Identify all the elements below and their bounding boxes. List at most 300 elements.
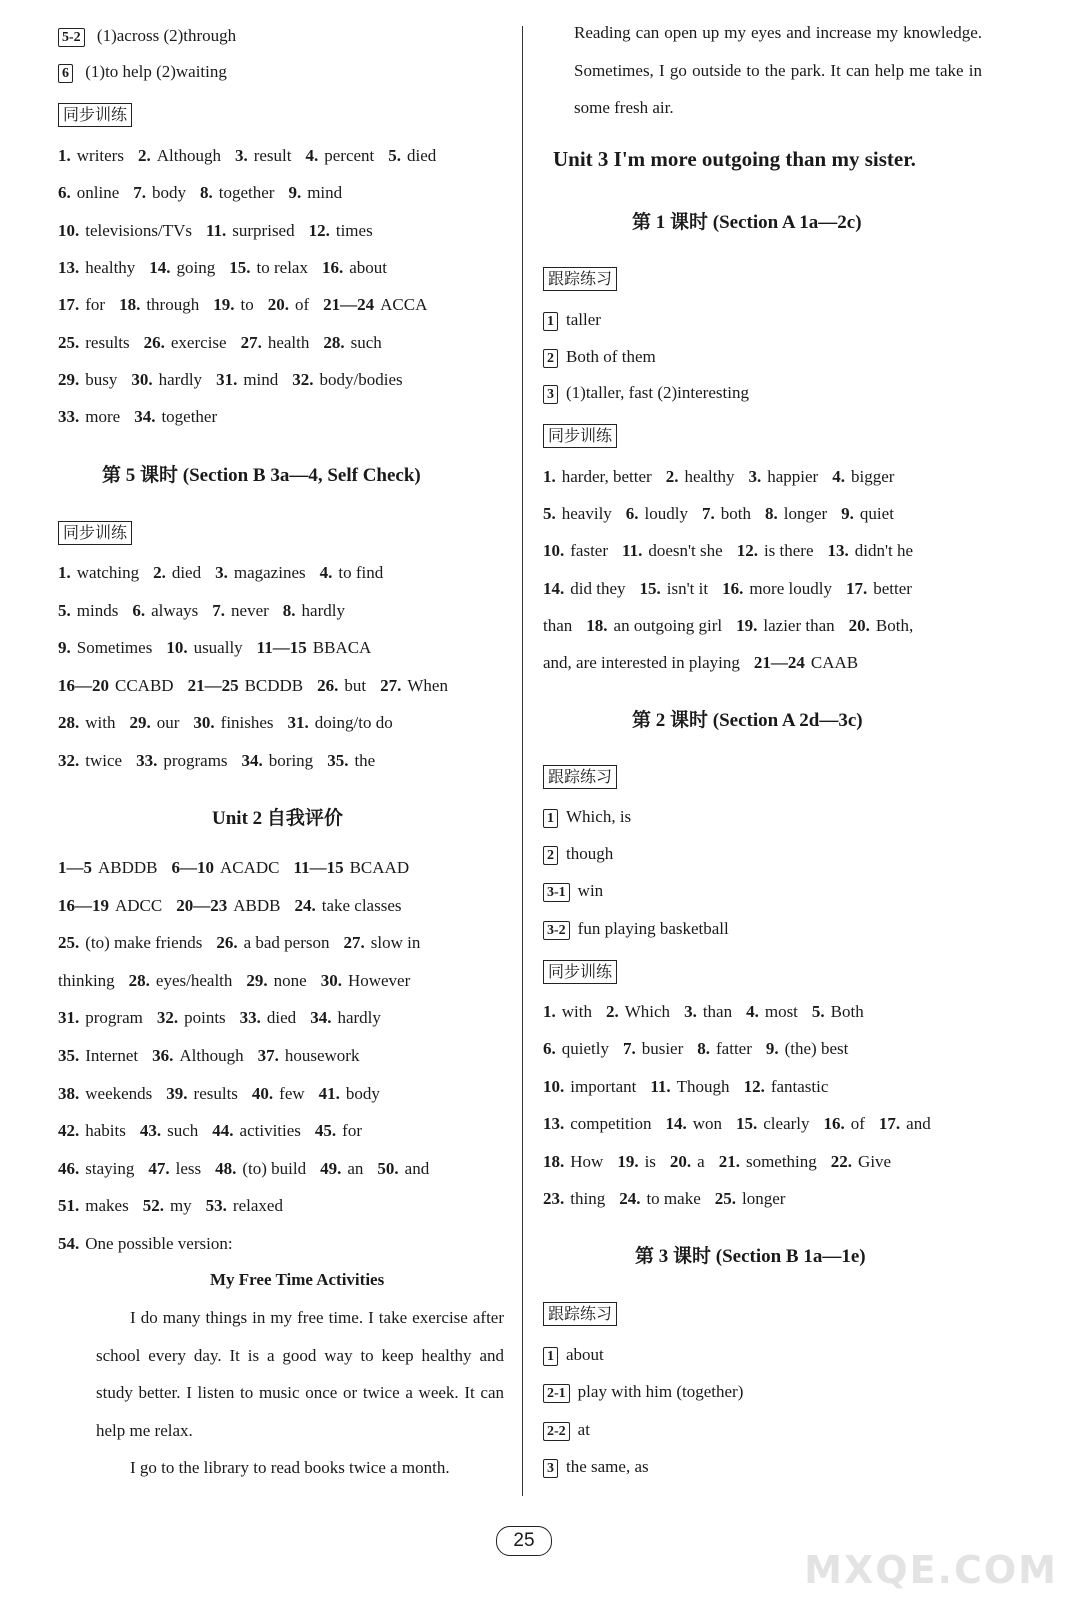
- answer-row: [58, 1084, 394, 1104]
- answer-item: [323, 295, 427, 314]
- answer-row: [543, 1002, 878, 1022]
- answer-number: 12.: [308, 220, 330, 240]
- answer-text: twice: [85, 750, 123, 770]
- answer-number: 29.: [129, 713, 151, 732]
- answer-number: 12.: [736, 541, 758, 561]
- answer-number: 30.: [131, 369, 153, 389]
- item-badge: 3-2: [543, 921, 570, 940]
- answer-number: 2.: [153, 563, 166, 582]
- answer-item: [841, 504, 894, 523]
- answer-text: with: [561, 1002, 592, 1021]
- answer-item: [215, 563, 306, 582]
- answer-item: [157, 1008, 226, 1027]
- answer-number: 1.: [58, 563, 71, 582]
- answer-number: 19.: [213, 295, 235, 315]
- answer-item: [58, 1008, 143, 1027]
- answer-item: [133, 183, 186, 202]
- answer-item: [323, 333, 381, 352]
- answer-text: eyes/health: [155, 970, 233, 990]
- answer-number: 33.: [58, 407, 80, 427]
- answer-text: fatter: [716, 1039, 752, 1059]
- answer-text: such: [350, 332, 382, 352]
- answer-text: CCABD: [115, 675, 174, 695]
- answer-item: [666, 467, 735, 486]
- answer-number: 13.: [543, 1114, 565, 1134]
- answer-text: most: [764, 1002, 798, 1021]
- item-badge: 6: [58, 64, 73, 83]
- answer-number: 38.: [58, 1083, 80, 1103]
- answer-text: of: [850, 1114, 865, 1134]
- answer-item: [58, 601, 118, 620]
- answer-number: 12.: [743, 1076, 765, 1096]
- answer-item: [319, 1084, 380, 1103]
- answer-text: an: [347, 1158, 364, 1178]
- answer-item: [152, 1046, 243, 1065]
- answer-number: 11.: [622, 541, 643, 561]
- answer-item: [722, 579, 832, 598]
- answer-text: of: [294, 295, 310, 315]
- item-badge: 2: [543, 349, 558, 368]
- answer-item: [543, 1039, 609, 1058]
- answer-number: 22.: [830, 1151, 853, 1171]
- answer-text: Although: [156, 146, 221, 165]
- answer-number: 26.: [216, 933, 238, 953]
- answer-text: few: [279, 1083, 305, 1103]
- answer-text: televisions/TVs: [85, 220, 192, 240]
- answer-row: [543, 1077, 842, 1097]
- answer-item: [268, 295, 309, 314]
- answer-text: always: [151, 600, 199, 620]
- answer-text: hardly: [158, 369, 203, 389]
- answer-number: 20.: [267, 295, 289, 315]
- answer-text: such: [167, 1121, 199, 1141]
- answer-row: [543, 347, 656, 368]
- answer-number: 2.: [605, 1002, 619, 1021]
- answer-item: [543, 1077, 636, 1096]
- answer-text: win: [577, 881, 604, 901]
- practice-label: 同步训练: [58, 521, 132, 545]
- essay-paragraph: I do many things in my free time. I take exercise after school every day. It is a good way to keep healthy and study better. I listen to music once or twice a week. It can help me relax.: [96, 1308, 504, 1440]
- answer-text: to: [240, 295, 254, 315]
- answer-item: [320, 563, 384, 582]
- answer-text: activities: [239, 1121, 301, 1141]
- answer-item: [138, 146, 221, 165]
- answer-number: 16.: [823, 1114, 845, 1134]
- answer-number: 7.: [702, 504, 715, 524]
- answer-row: [543, 881, 603, 902]
- answer-text: body/bodies: [319, 369, 403, 389]
- answer-number: 16.: [321, 257, 344, 277]
- answer-row: [58, 1121, 376, 1141]
- answer-number: 25.: [58, 332, 80, 352]
- answer-number: 52.: [142, 1196, 164, 1216]
- answer-text: (1)across (2)through: [96, 26, 237, 45]
- lesson-title: 第 1 课时 (Section A 1a—2c): [632, 212, 862, 233]
- answer-text: harder, better: [561, 467, 652, 486]
- answer-text: going: [176, 257, 216, 277]
- answer-number: 5.: [811, 1002, 825, 1021]
- answer-row: [543, 504, 908, 524]
- answer-text: (1)to help (2)waiting: [85, 62, 227, 81]
- answer-row: [543, 1382, 743, 1403]
- lesson-title: 第 2 课时 (Section A 2d—3c): [632, 710, 863, 731]
- answer-number: 50.: [377, 1158, 399, 1178]
- answer-item: [172, 858, 280, 877]
- answer-item: [543, 579, 626, 598]
- answer-text: exercise: [170, 332, 227, 352]
- answer-text: staying: [85, 1158, 135, 1178]
- answer-item: [58, 407, 120, 426]
- answer-item: [235, 146, 292, 165]
- answer-item: [543, 504, 612, 523]
- item-badge: 3: [543, 385, 558, 404]
- answer-number: 21—24: [323, 295, 375, 315]
- answer-item: [828, 541, 914, 560]
- answer-text: slow in: [370, 933, 421, 953]
- item-badge: 3-1: [543, 883, 570, 902]
- answer-text: Give: [858, 1151, 892, 1171]
- answer-text: important: [570, 1076, 637, 1096]
- answer-item: [200, 183, 274, 202]
- answer-text: health: [267, 332, 310, 352]
- answer-item: [606, 1002, 670, 1021]
- answer-number: 10.: [166, 638, 188, 657]
- answer-item: [670, 1152, 705, 1171]
- answer-item: [131, 370, 202, 389]
- answer-number: 25.: [58, 933, 80, 953]
- answer-row: [58, 971, 424, 991]
- answer-text: BCAAD: [349, 858, 410, 877]
- answer-text: When: [407, 675, 448, 695]
- answer-text: heavily: [561, 504, 612, 524]
- answer-number: 10.: [543, 541, 565, 561]
- answer-item: [129, 971, 233, 990]
- answer-item: [134, 407, 217, 426]
- answer-text: my: [169, 1196, 192, 1216]
- answer-number: 40.: [251, 1083, 274, 1103]
- answer-item: [831, 1152, 891, 1171]
- answer-number: 48.: [215, 1158, 237, 1178]
- answer-text: CAAB: [810, 653, 859, 672]
- answer-row: [543, 616, 927, 636]
- answer-number: 6.: [132, 600, 146, 620]
- answer-number: 27.: [343, 933, 365, 953]
- lesson-title: 第 3 课时 (Section B 1a—1e): [635, 1246, 866, 1267]
- answer-row: [543, 579, 926, 599]
- answer-number: 32.: [58, 750, 80, 770]
- answer-number: 49.: [320, 1158, 342, 1178]
- answer-item: [140, 1121, 198, 1140]
- answer-number: 9.: [765, 1039, 779, 1059]
- answer-text: never: [231, 600, 269, 620]
- answer-item: [58, 183, 119, 202]
- practice-label: 同步训练: [543, 424, 617, 448]
- answer-item: [58, 221, 192, 240]
- answer-text: magazines: [233, 563, 306, 582]
- answer-number: 32.: [156, 1008, 179, 1028]
- answer-item: [58, 333, 130, 352]
- answer-text: died: [171, 563, 202, 582]
- answer-item: [737, 541, 814, 560]
- answer-item: [754, 653, 858, 672]
- answer-number: 18.: [586, 615, 608, 635]
- answer-text: body: [345, 1083, 380, 1103]
- answer-text: mind: [307, 183, 343, 203]
- answer-number: 15.: [229, 257, 251, 277]
- answer-text: mind: [243, 369, 279, 389]
- answer-text: won: [692, 1114, 722, 1134]
- answer-item: [153, 563, 201, 582]
- answer-number: 27.: [380, 675, 402, 695]
- answer-text: BBACA: [312, 638, 372, 657]
- answer-number: 3.: [748, 467, 762, 486]
- item-badge: 5-2: [58, 28, 85, 47]
- answer-item: [129, 713, 179, 732]
- answer-number: 5.: [58, 600, 71, 620]
- answer-number: 4.: [305, 146, 319, 165]
- answer-text: relaxed: [232, 1196, 283, 1216]
- answer-item: [309, 221, 373, 240]
- answer-number: 7.: [212, 600, 226, 620]
- answer-text: the same, as: [566, 1457, 649, 1477]
- answer-number: 28.: [58, 713, 80, 732]
- answer-text: housework: [284, 1046, 360, 1065]
- answer-text: usually: [193, 638, 243, 657]
- answer-text: Sometimes: [76, 638, 153, 657]
- answer-number: 19.: [617, 1151, 639, 1171]
- answer-text: thing: [570, 1189, 606, 1208]
- answer-text: take classes: [321, 895, 402, 915]
- answer-item: [58, 751, 122, 770]
- answer-row: [58, 713, 407, 733]
- answer-text: points: [184, 1008, 226, 1028]
- answer-number: 8.: [200, 183, 213, 203]
- column-divider: [522, 26, 523, 1496]
- tracking-label: 跟踪练习: [543, 1302, 617, 1326]
- answer-number: 17.: [845, 578, 868, 598]
- answer-number: 8.: [697, 1039, 711, 1059]
- answer-row: [58, 1159, 443, 1179]
- answer-text: BCDDB: [244, 675, 304, 695]
- answer-number: 15.: [639, 578, 661, 598]
- answer-item: [543, 467, 652, 486]
- answer-number: 41.: [318, 1083, 340, 1103]
- answer-number: 24.: [294, 895, 316, 915]
- answer-row: [543, 844, 613, 865]
- answer-text: about: [349, 257, 388, 277]
- answer-item: [206, 1196, 283, 1215]
- answer-item: [143, 1196, 192, 1215]
- answer-row: [58, 1234, 247, 1254]
- answer-item: [305, 146, 374, 165]
- answer-number: 20—23: [176, 895, 228, 915]
- answer-row: [543, 807, 631, 828]
- answer-text: results: [193, 1083, 238, 1103]
- answer-item: [824, 1114, 865, 1133]
- answer-item: [846, 579, 912, 598]
- answer-number: 34.: [310, 1008, 332, 1028]
- answer-text: a bad person: [243, 933, 330, 953]
- answer-row: [58, 183, 356, 203]
- answer-item: [684, 1002, 732, 1021]
- answer-item: [212, 1121, 301, 1140]
- answer-number: 26.: [317, 675, 339, 695]
- answer-text: (1)taller, fast (2)interesting: [566, 383, 749, 402]
- answer-text: results: [85, 332, 130, 352]
- answer-text: more loudly: [749, 578, 832, 598]
- answer-text: quiet: [859, 504, 894, 524]
- answer-number: 31.: [216, 369, 238, 389]
- answer-item: [748, 467, 818, 486]
- answer-item: [543, 653, 740, 672]
- answer-text: How: [570, 1151, 604, 1171]
- answer-item: [58, 1046, 138, 1065]
- answer-number: 35.: [327, 750, 349, 770]
- answer-item: [640, 579, 709, 598]
- answer-row: [58, 146, 450, 166]
- answer-item: [292, 370, 402, 389]
- answer-text: an outgoing girl: [613, 615, 723, 635]
- answer-text: finishes: [220, 713, 274, 732]
- answer-number: 29.: [246, 970, 268, 990]
- answer-item: [315, 1121, 362, 1140]
- answer-number: 54.: [58, 1234, 80, 1253]
- answer-row: [58, 751, 389, 771]
- answer-text: better: [873, 578, 912, 598]
- answer-text: times: [335, 220, 373, 240]
- answer-number: 36.: [152, 1046, 174, 1065]
- answer-text: than: [543, 615, 573, 635]
- answer-item: [377, 1159, 429, 1178]
- answer-text: competition: [570, 1114, 652, 1134]
- answer-row: [58, 676, 462, 696]
- answer-text: healthy: [684, 467, 735, 486]
- answer-number: 43.: [139, 1121, 162, 1141]
- answer-number: 30.: [320, 970, 342, 990]
- answer-number: 44.: [212, 1121, 234, 1141]
- answer-text: Which, is: [566, 807, 632, 826]
- answer-row: [58, 370, 417, 390]
- answer-item: [702, 504, 751, 523]
- answer-item: [736, 616, 835, 635]
- answer-number: 42.: [58, 1121, 80, 1141]
- answer-item: [622, 541, 723, 560]
- answer-number: 18.: [543, 1151, 565, 1171]
- answer-number: 6—10: [171, 858, 215, 877]
- answer-row: [58, 1008, 395, 1028]
- answer-item: [543, 1152, 603, 1171]
- answer-text: boring: [268, 750, 314, 770]
- answer-text: didn't he: [854, 541, 914, 561]
- answer-number: 20.: [848, 615, 870, 635]
- answer-item: [257, 638, 372, 657]
- answer-text: percent: [324, 146, 375, 165]
- answer-item: [719, 1152, 817, 1171]
- answer-text: less: [175, 1158, 202, 1178]
- answer-number: 33.: [136, 750, 158, 770]
- answer-number: 13.: [827, 541, 849, 561]
- answer-text: none: [273, 970, 307, 990]
- answer-row: [58, 258, 401, 278]
- item-badge: 1: [543, 312, 558, 331]
- answer-item: [310, 1008, 381, 1027]
- answer-number: 4.: [832, 467, 845, 486]
- answer-text: watching: [76, 563, 140, 582]
- answer-text: to find: [338, 563, 384, 582]
- answer-row: [543, 653, 872, 673]
- answer-text: quietly: [561, 1039, 609, 1059]
- answer-item: [322, 258, 387, 277]
- answer-text: hardly: [301, 600, 345, 620]
- answer-item: [58, 1159, 134, 1178]
- answer-text: busier: [641, 1039, 684, 1059]
- essay-title: My Free Time Activities: [210, 1270, 385, 1289]
- answer-item: [626, 504, 688, 523]
- answer-text: and: [906, 1114, 931, 1134]
- answer-item: [543, 541, 608, 560]
- answer-text: fantastic: [770, 1076, 829, 1096]
- answer-item: [206, 221, 295, 240]
- answer-number: 15.: [736, 1114, 758, 1134]
- answer-text: to make: [646, 1189, 701, 1208]
- answer-number: 2.: [665, 467, 679, 486]
- answer-text: One possible version:: [85, 1234, 233, 1253]
- answer-number: 17.: [878, 1114, 901, 1134]
- answer-number: 14.: [149, 257, 171, 277]
- answer-text: more: [85, 407, 121, 427]
- answer-text: makes: [85, 1196, 129, 1216]
- answer-item: [715, 1189, 786, 1208]
- answer-text: both: [720, 504, 751, 524]
- answer-text: died: [407, 146, 437, 165]
- answer-number: 17.: [58, 295, 80, 315]
- answer-text: died: [266, 1008, 297, 1028]
- answer-item: [58, 146, 124, 165]
- answer-item: [744, 1077, 829, 1096]
- answer-item: [132, 601, 198, 620]
- answer-row: [58, 933, 434, 953]
- answer-number: 9.: [58, 638, 71, 657]
- answer-number: 5.: [543, 504, 556, 524]
- item-badge: 1: [543, 809, 558, 828]
- answer-number: 21—25: [187, 675, 239, 695]
- answer-item: [193, 713, 273, 732]
- answer-text: and: [404, 1158, 430, 1178]
- answer-number: 11.: [205, 220, 227, 240]
- answer-row: [58, 221, 387, 241]
- answer-text: programs: [163, 750, 228, 770]
- answer-number: 4.: [319, 563, 333, 582]
- tracking-label: 跟踪练习: [543, 267, 617, 291]
- answer-text: program: [85, 1008, 143, 1028]
- answer-number: 10.: [58, 220, 80, 240]
- answer-item: [166, 1084, 238, 1103]
- answer-item: [543, 1114, 651, 1133]
- practice-label: 同步训练: [58, 103, 132, 127]
- answer-item: [288, 183, 342, 202]
- answer-item: [317, 676, 366, 695]
- answer-number: 34.: [134, 407, 156, 427]
- answer-row: [58, 1046, 373, 1066]
- answer-text: healthy: [85, 257, 136, 277]
- item-badge: 3: [543, 1459, 558, 1478]
- answer-text: doing/to do: [314, 713, 393, 732]
- answer-text: taller: [566, 310, 601, 329]
- answer-item: [283, 601, 345, 620]
- answer-number: 16.: [722, 578, 744, 598]
- answer-text: though: [566, 844, 614, 864]
- answer-row: [543, 1345, 604, 1366]
